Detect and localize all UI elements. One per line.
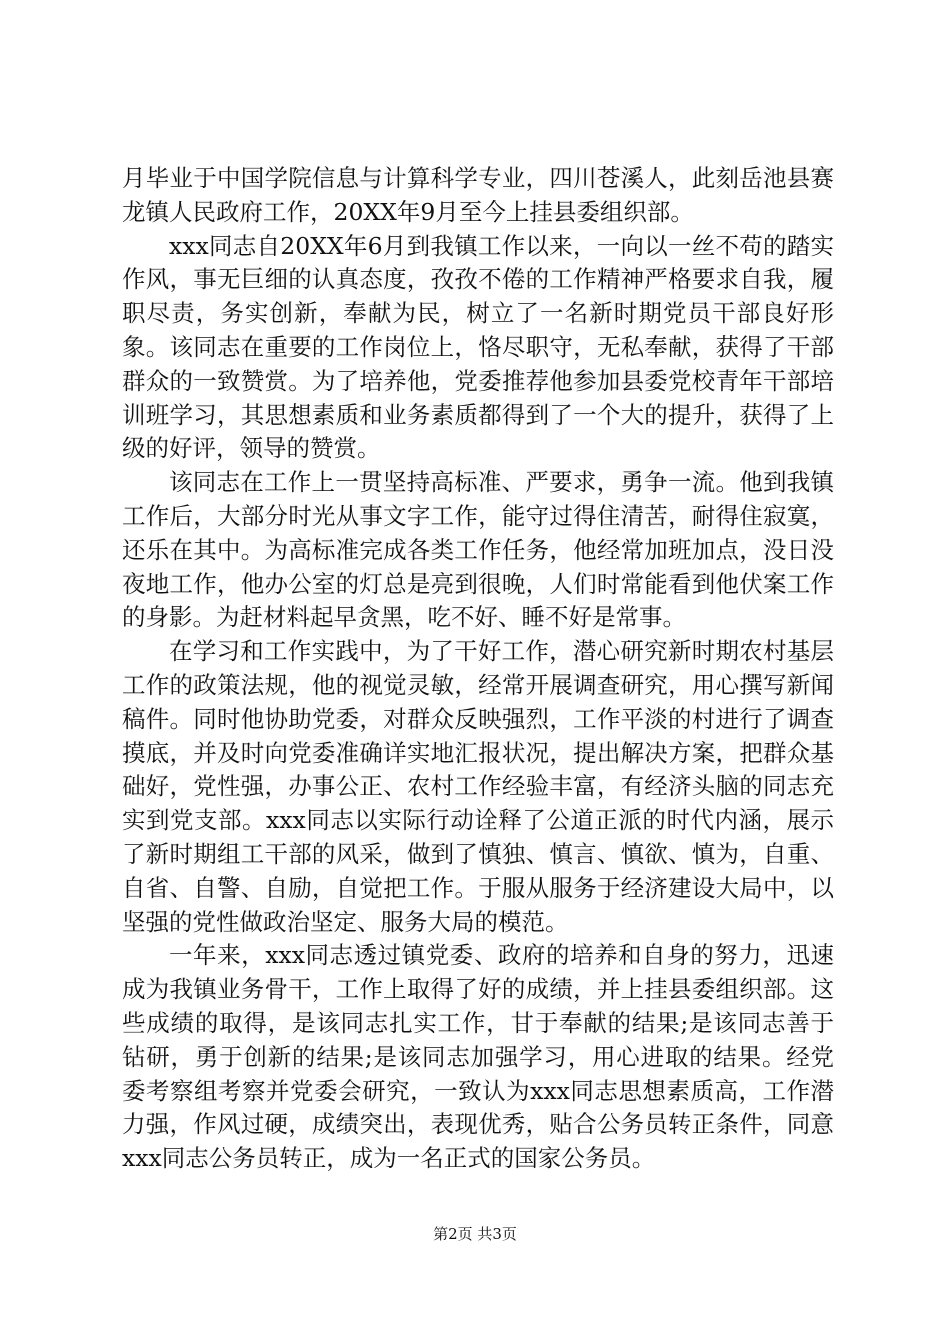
paragraph: 该同志在工作上一贯坚持高标准、严要求，勇争一流。他到我镇工作后，大部分时光从事文字工作，能守过得住清苦，耐得住寂寞，还乐在其中。为高标准完成各类工作任务，他经常加班加点，没日没夜地工作，他办公室的灯总是亮到很晚，人们时常能看到他伏案工作的身影。为赶材料起早贪黑，吃不好、睡不好是常事。 [122,468,834,632]
document-body [122,162,834,1176]
paragraph: 月毕业于中国学院信息与计算科学专业，四川苍溪人，此刻岳池县赛龙镇人民政府工作，20XX年9月至今上挂县委组织部。 [122,164,834,226]
paragraph: 在学习和工作实践中，为了干好工作，潜心研究新时期农村基层工作的政策法规，他的视觉灵敏，经常开展调查研究，用心撰写新闻稿件。同时他协助党委，对群众反映强烈，工作平淡的村进行了调查摸底，并及时向党委准确详实地汇报状况，提出解决方案，把群众基础好，党性强，办事公正、农村工作经验丰富，有经济头脑的同志充实到党支部。xxx同志以实际行动诠释了公道正派的时代内涵，展示了新时期组工干部的风采，做到了慎独、慎言、慎欲、慎为，自重、自省、自警、自励，自觉把工作。于服从服务于经济建设大局中，以坚强的党性做政治坚定、服务大局的模范。 [122,637,834,936]
paragraph: 一年来，xxx同志透过镇党委、政府的培养和自身的努力，迅速成为我镇业务骨干，工作上取得了好的成绩，并上挂县委组织部。这些成绩的取得，是该同志扎实工作，甘于奉献的结果;是该同志善于钻研，勇于创新的结果;是该同志加强学习，用心进取的结果。经党委考察组考察并党委会研究，一致认为xxx同志思想素质高，工作潜力强，作风过硬，成绩突出，表现优秀，贴合公务员转正条件，同意xxx同志公务员转正，成为一名正式的国家公务员。 [122,941,834,1173]
paragraph: xxx同志自20XX年6月到我镇工作以来，一向以一丝不苟的踏实作风，事无巨细的认真态度，孜孜不倦的工作精神严格要求自我，履职尽责，务实创新，奉献为民，树立了一名新时期党员干部良好形象。该同志在重要的工作岗位上，恪尽职守，无私奉献，获得了干部群众的一致赞赏。为了培养他，党委推荐他参加县委党校青年干部培训班学习，其思想素质和业务素质都得到了一个大的提升，获得了上级的好评，领导的赞赏。 [122,231,834,463]
page-number-footer: 第2页 共3页 [433,1225,517,1243]
